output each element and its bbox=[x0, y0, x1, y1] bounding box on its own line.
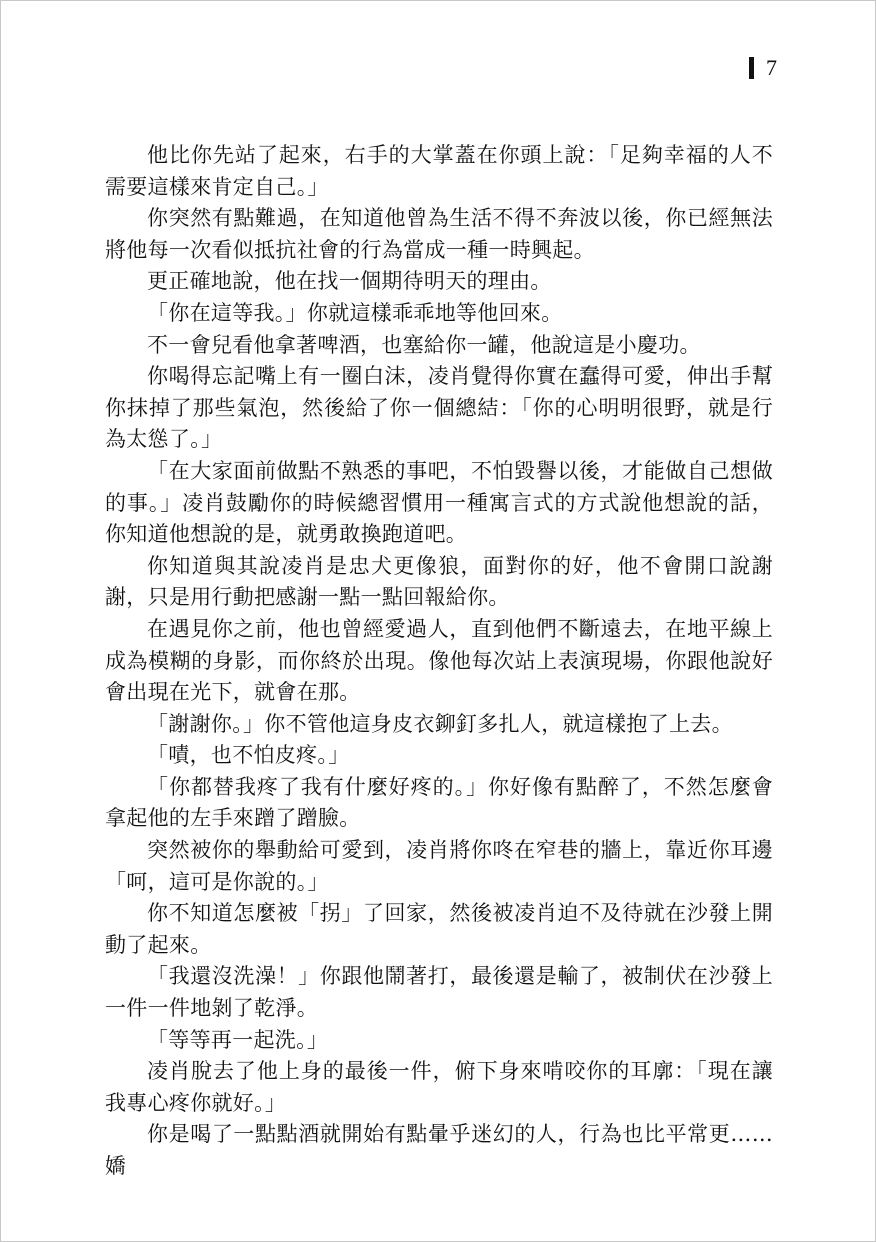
paragraph: 他比你先站了起來，右手的大掌蓋在你頭上說：「足夠幸福的人不需要這樣來肯定自己。」 bbox=[105, 143, 773, 199]
paragraph: 你不知道怎麼被「拐」了回家，然後被凌肖迫不及待就在沙發上開動了起來。 bbox=[105, 901, 773, 957]
paragraph: 不一會兒看他拿著啤酒，也塞給你一罐，他說這是小慶功。 bbox=[147, 332, 701, 357]
paragraph: 更正確地說，他在找一個期待明天的理由。 bbox=[147, 269, 552, 294]
header-divider-bar bbox=[749, 57, 754, 79]
paragraph: 凌肖脫去了他上身的最後一件，俯下身來啃咬你的耳廓：「現在讓我專心疼你就好。」 bbox=[105, 1059, 773, 1115]
paragraph: 你喝得忘記嘴上有一圈白沫，凌肖覺得你實在蠢得可愛，伸出手幫你抹掉了那些氣泡，然後給了你一個總結：「你的心明明很野，就是行為太慫了。」 bbox=[105, 364, 773, 452]
page-header bbox=[749, 57, 777, 79]
paragraph: 「我還沒洗澡！」你跟他鬧著打，最後還是輸了，被制伏在沙發上一件一件地剝了乾淨。 bbox=[105, 964, 773, 1021]
paragraph: 「等等再一起洗。」 bbox=[147, 1027, 329, 1052]
body-text bbox=[105, 140, 773, 1183]
paragraph: 你是喝了一點點酒就開始有點暈乎迷幻的人，行為也比平常更……嬌 bbox=[105, 1122, 773, 1178]
paragraph: 突然被你的舉動給可愛到，凌肖將你咚在窄巷的牆上，靠近你耳邊「呵，這可是你說的。」 bbox=[105, 838, 773, 894]
paragraph: 「謝謝你。」你不管他這身皮衣鉚釘多扎人，就這樣抱了上去。 bbox=[147, 711, 733, 736]
paragraph: 「你在這等我。」你就這樣乖乖地等他回來。 bbox=[147, 300, 563, 325]
paragraph: 你知道與其說凌肖是忠犬更像狼，面對你的好，他不會開口說謝謝，只是用行動把感謝一點一點回報給你。 bbox=[105, 553, 773, 610]
paragraph: 「你都替我疼了我有什麼好疼的。」你好像有點醉了，不然怎麼會拿起他的左手來蹭了蹭臉。 bbox=[105, 774, 773, 831]
page-number: 7 bbox=[766, 55, 777, 80]
paragraph: 「在大家面前做點不熟悉的事吧，不怕毀譽以後，才能做自己想做的事。」凌肖鼓勵你的時候總習慣用一種寓言式的方式說他想說的話，你知道他想說的是，就勇敢換跑道吧。 bbox=[105, 458, 773, 547]
paragraph: 你突然有點難過，在知道他曾為生活不得不奔波以後，你已經無法將他每一次看似抵抗社會的行為當成一種一時興起。 bbox=[105, 206, 773, 262]
paragraph: 在遇見你之前，他也曾經愛過人，直到他們不斷遠去，在地平線上成為模糊的身影，而你終於出現。像他每次站上表演現場，你跟他說好會出現在光下，就會在那。 bbox=[105, 616, 773, 705]
paragraph: 「嘖，也不怕皮疼。」 bbox=[147, 743, 350, 768]
